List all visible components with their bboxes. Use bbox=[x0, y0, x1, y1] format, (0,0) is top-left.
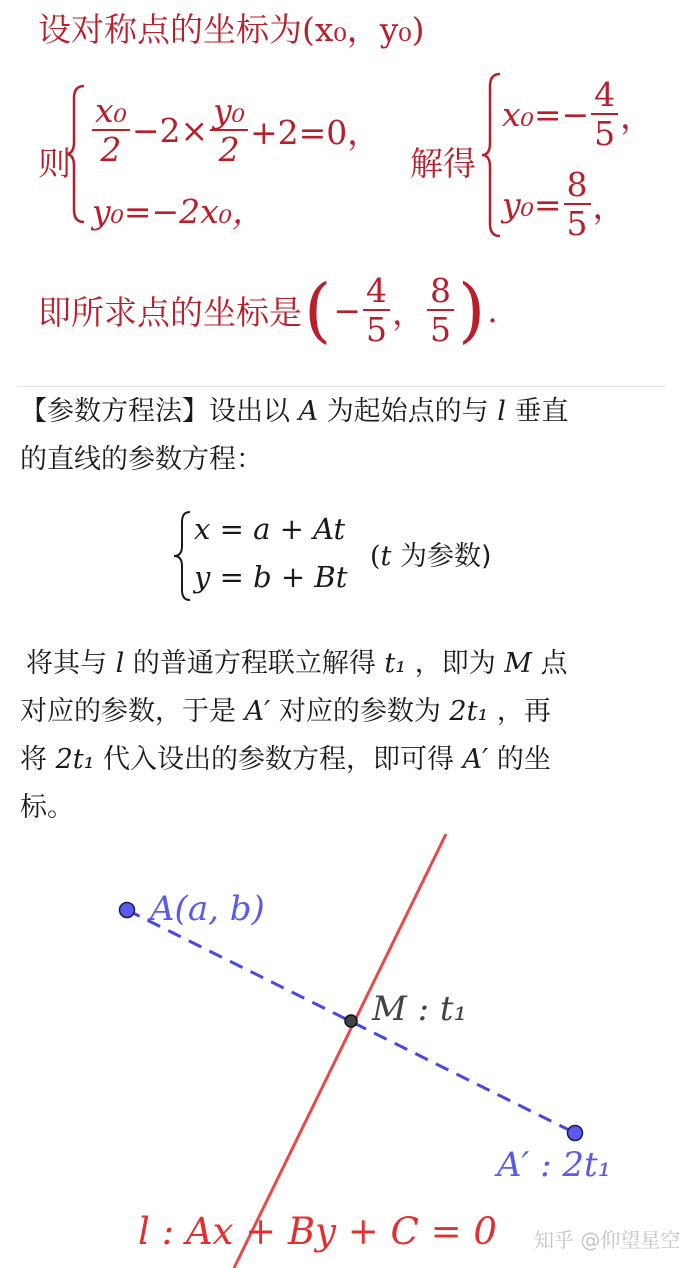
line-l bbox=[234, 834, 446, 1268]
system-1-eq-1 bbox=[90, 90, 380, 170]
left-brace-system-1 bbox=[64, 84, 86, 224]
point-A-prime bbox=[568, 1126, 583, 1141]
label-A: A(a, b) bbox=[150, 889, 265, 929]
point-A bbox=[120, 903, 135, 918]
system-2-eq-1 bbox=[502, 74, 653, 154]
result-close-paren: ) bbox=[457, 269, 486, 351]
watermark: 知乎 @仰望星空 bbox=[534, 1228, 681, 1252]
point-M bbox=[345, 1015, 357, 1027]
result-frac-4-5: $\frac{4}{5}$ bbox=[363, 274, 390, 346]
p2-line-2: 对应的参数，于是 A′ 对应的参数为 2t₁ ，再 bbox=[20, 696, 551, 727]
divider bbox=[18, 386, 666, 387]
method-paragraph-2 bbox=[20, 640, 680, 832]
result-line bbox=[38, 270, 498, 350]
frac-y0-over-2: $\frac{\text{y₀}}{2}$ bbox=[210, 94, 248, 166]
method-paragraph-1 bbox=[20, 388, 680, 484]
system-2-eq-2 bbox=[502, 164, 626, 244]
frac-4-5: $\frac{4}{5}$ bbox=[591, 78, 618, 150]
sol-y-lhs: y₀= bbox=[502, 184, 562, 224]
solution-line-1-text: 设对称点的坐标为 bbox=[38, 10, 302, 49]
sol-y-comma: ， bbox=[592, 186, 626, 226]
param-note: (t 为参数) bbox=[370, 541, 492, 572]
eq1-end: +2=0， bbox=[250, 112, 381, 152]
then-label: 则 bbox=[38, 144, 71, 183]
solve-label: 解得 bbox=[410, 144, 476, 183]
math-l: l bbox=[497, 396, 506, 427]
system-1-eq-2: y₀=−2x₀， bbox=[92, 192, 266, 231]
method-line-1: 【参数方程法】设出以 A 为起始点的与 l 垂直 bbox=[20, 396, 569, 427]
label-A-prime: A′ : 2t₁ bbox=[497, 1145, 612, 1185]
result-comma: ， bbox=[391, 292, 425, 332]
param-brace bbox=[172, 510, 192, 602]
result-period: . bbox=[487, 290, 498, 330]
sol-x-lhs: x₀=− bbox=[502, 94, 590, 134]
math-A: A bbox=[298, 396, 319, 427]
solution-line-1 bbox=[38, 4, 424, 51]
param-eq-2: y = b + Bt bbox=[194, 560, 348, 594]
frac-x0-over-2: $\frac{\text{x₀}}{2}$ bbox=[92, 94, 130, 166]
method-line-2: 的直线的参数方程： bbox=[20, 444, 263, 475]
label-M: M : t₁ bbox=[372, 989, 468, 1029]
param-eq-1: x = a + At bbox=[194, 512, 346, 546]
left-brace-system-2 bbox=[480, 72, 502, 238]
p2-line-3: 将 2t₁ 代入设出的参数方程，即可得 A′ 的坐 bbox=[20, 744, 551, 775]
p2-line-4: 标。 bbox=[20, 792, 74, 823]
reflection-figure bbox=[0, 820, 700, 1268]
result-frac-8-5: $\frac{8}{5}$ bbox=[427, 274, 454, 346]
sol-x-comma: ， bbox=[620, 96, 654, 136]
solution-coords: (x₀，y₀) bbox=[302, 10, 425, 49]
result-prefix: 即所求点的坐标是 bbox=[38, 292, 302, 332]
label-line-equation: l : Ax + By + C = 0 bbox=[138, 1210, 497, 1253]
p2-line-1: 将其与 l 的普通方程联立解得 t₁ ，即为 M 点 bbox=[26, 648, 568, 679]
frac-8-5: $\frac{8}{5}$ bbox=[564, 168, 591, 240]
result-minus: − bbox=[333, 290, 361, 330]
eq1-tail: −2× bbox=[131, 110, 209, 150]
method-title: 【参数方程法】 bbox=[20, 396, 209, 427]
result-open-paren: ( bbox=[304, 269, 332, 351]
